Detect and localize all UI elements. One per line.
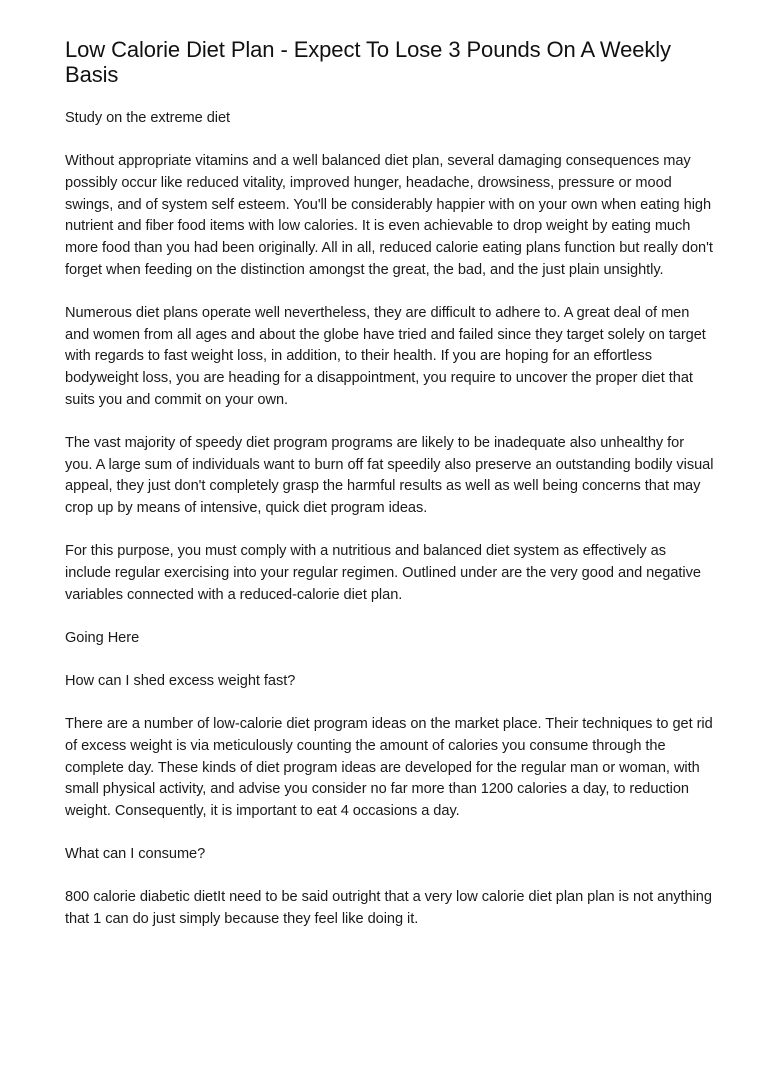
spacer bbox=[65, 520, 715, 542]
spacer bbox=[65, 87, 715, 108]
spacer bbox=[65, 606, 715, 628]
spacer bbox=[65, 411, 715, 433]
paragraph-vitamins: Without appropriate vitamins and a well balanced diet plan, several damaging consequences may possibly occur like reduced vitality, improved hunger, headache, drowsiness, pressure or mood swings, and of system self esteem. You'll be considerably happier with on your own when eating high nutrient and fiber food items with low calories. It is even achievable to drop weight by eating much more food than you had been originally. All in all, reduced calorie eating plans function but really don't forget when feeding on the distinction amongst the great, the bad, and the just plain unsightly. bbox=[65, 153, 713, 278]
spacer bbox=[65, 650, 715, 672]
paragraph-study-heading: Study on the extreme diet bbox=[65, 110, 231, 126]
spacer bbox=[65, 130, 715, 152]
paragraph-going-here: Going Here bbox=[65, 629, 140, 646]
spacer bbox=[65, 866, 715, 888]
paragraph-question-shed-weight: How can I shed excess weight fast? bbox=[65, 673, 296, 690]
spacer bbox=[65, 693, 715, 715]
paragraph-speedy-diets: The vast majority of speedy diet program programs are likely to be inadequate also unhealthy for you. A large sum of individuals want to burn off fat speedily also preserve an outstanding bodily visual appeal, they just don't completely grasp the harmful results as well as well being concerns that may crop up by means of intensive, quick diet program ideas. bbox=[65, 434, 714, 517]
paragraph-800-calorie: 800 calorie diabetic dietIt need to be said outright that a very low calorie diet plan plan is not anything that 1 can do just simply because they feel like doing it. bbox=[65, 889, 712, 928]
spacer bbox=[65, 281, 715, 303]
paragraph-diet-plans: Numerous diet plans operate well nevertheless, they are difficult to adhere to. A great deal of men and women from all ages and about the globe have tried and failed since they target solely on target with regards to fast weight loss, in addition, to their health. If you are hoping for an effortless bodyweight loss, you are heading for a disappointment, you require to uncover the proper diet that suits you and commit on your own. bbox=[65, 304, 706, 408]
paragraph-low-calorie-ideas: There are a number of low-calorie diet program ideas on the market place. Their techniques to get rid of excess weight is via meticulously counting the amount of calories you consume through the complete day. These kinds of diet program ideas are developed for the regular man or woman, with small physical activity, and advise you consider no far more than 1200 calories a day, to reduction weight. Consequently, it is important to eat 4 occasions a day. bbox=[65, 716, 713, 820]
document-body bbox=[65, 37, 715, 931]
document-title: Low Calorie Diet Plan - Expect To Lose 3 Pounds On A Weekly Basis bbox=[65, 37, 671, 87]
spacer bbox=[65, 823, 715, 845]
paragraph-question-consume: What can I consume? bbox=[65, 846, 206, 863]
paragraph-purpose: For this purpose, you must comply with a nutritious and balanced diet system as effectively as include regular exercising into your regular regimen. Outlined under are the very good and negative variables connected with a reduced-calorie diet plan. bbox=[65, 543, 701, 603]
